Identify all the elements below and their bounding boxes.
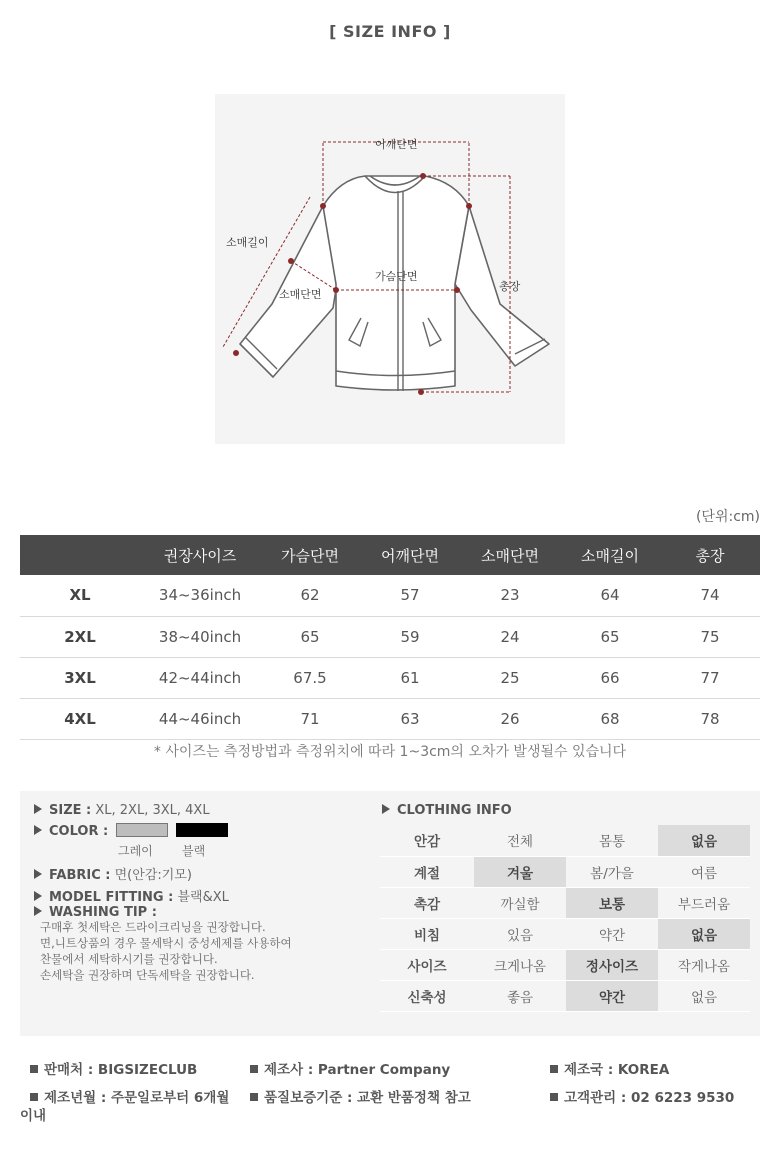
clothing-info-row (380, 887, 750, 918)
clothing-info-option: 약간 (566, 918, 658, 949)
bullet-triangle-icon (34, 869, 42, 879)
table-cell: 25 (460, 657, 560, 698)
footer-country-text: 제조국 : KOREA (564, 1062, 670, 1078)
table-cell: 71 (260, 698, 360, 739)
header-cell: 총장 (660, 535, 760, 575)
table-cell: 61 (360, 657, 460, 698)
table-cell: 64 (560, 575, 660, 616)
clothing-info-table (380, 825, 750, 1012)
size-cell: 4XL (20, 698, 140, 739)
washing-line: 손세탁을 권장하며 단독세탁을 권장합니다. (40, 968, 255, 982)
model-spec-value: 블랙&XL (177, 890, 229, 905)
product-info-panel (20, 791, 760, 1036)
washing-tips (40, 919, 292, 983)
footer-warranty-text: 품질보증기준 : 교환 반품정책 참고 (264, 1090, 471, 1106)
clothing-info-option-selected: 정사이즈 (566, 949, 658, 980)
black-swatch (176, 823, 228, 837)
clothing-info-option: 몸통 (566, 825, 658, 856)
table-cell: 57 (360, 575, 460, 616)
clothing-info-option-selected: 겨울 (474, 856, 566, 887)
footer-seller (30, 1058, 197, 1078)
table-cell: 42~44inch (140, 657, 260, 698)
color-name-gray: 그레이 (118, 844, 153, 858)
washing-line: 찬물에서 세탁하시기를 권장합니다. (40, 952, 218, 966)
size-diagram (215, 94, 565, 444)
table-cell: 65 (260, 616, 360, 657)
clothing-info-option: 없음 (658, 980, 750, 1011)
table-cell: 63 (360, 698, 460, 739)
size-spec-value: XL, 2XL, 3XL, 4XL (95, 803, 210, 818)
header-cell: 권장사이즈 (140, 535, 260, 575)
bullet-triangle-icon (34, 825, 42, 835)
clothing-info-option: 부드러움 (658, 887, 750, 918)
square-bullet-icon (30, 1093, 38, 1101)
clothing-info-option: 봄/가을 (566, 856, 658, 887)
footer-cs-text: 고객관리 : 02 6223 9530 (564, 1090, 735, 1106)
bullet-triangle-icon (34, 906, 42, 916)
table-cell: 75 (660, 616, 760, 657)
table-cell: 59 (360, 616, 460, 657)
header-cell: 가슴단면 (260, 535, 360, 575)
size-spec (34, 803, 210, 818)
table-cell: 34~36inch (140, 575, 260, 616)
clothing-info-label: 안감 (380, 825, 474, 856)
footer-warranty (250, 1086, 471, 1106)
footer-maker (250, 1058, 450, 1078)
color-spec (34, 823, 232, 839)
color-spec-label: COLOR : (49, 824, 109, 839)
clothing-info-option-selected: 보통 (566, 887, 658, 918)
table-cell: 68 (560, 698, 660, 739)
clothing-info-option: 전체 (474, 825, 566, 856)
clothing-info-option: 여름 (658, 856, 750, 887)
clothing-info-label: 사이즈 (380, 949, 474, 980)
clothing-info-row (380, 918, 750, 949)
page-title: [ SIZE INFO ] (329, 22, 451, 41)
clothing-info-title (382, 803, 512, 818)
model-spec (34, 886, 229, 905)
header-cell: 소매길이 (560, 535, 660, 575)
clothing-info-option: 까실함 (474, 887, 566, 918)
table-row (20, 698, 760, 739)
clothing-info-row (380, 949, 750, 980)
fabric-spec (34, 864, 192, 883)
clothing-info-option: 있음 (474, 918, 566, 949)
table-cell: 77 (660, 657, 760, 698)
clothing-info-option-selected: 약간 (566, 980, 658, 1011)
footer-seller-text: 판매처 : BIGSIZECLUB (44, 1062, 198, 1078)
bullet-triangle-icon (34, 891, 42, 901)
washing-spec (34, 905, 157, 920)
shoulder-label: 어깨단면 (375, 138, 418, 151)
gray-swatch (116, 823, 168, 837)
table-cell: 66 (560, 657, 660, 698)
table-cell: 74 (660, 575, 760, 616)
washing-line: 구매후 첫세탁은 드라이크리닝을 권장합니다. (40, 920, 266, 934)
size-spec-label: SIZE : (49, 803, 92, 818)
color-name-black: 블랙 (182, 844, 206, 858)
square-bullet-icon (250, 1093, 258, 1101)
clothing-info-title-text: CLOTHING INFO (397, 803, 512, 818)
clothing-info-option-selected: 없음 (658, 918, 750, 949)
table-cell: 26 (460, 698, 560, 739)
washing-line: 면,니트상품의 경우 물세탁시 중성세제를 사용하여 (40, 936, 292, 950)
square-bullet-icon (250, 1065, 258, 1073)
footer-maker-text: 제조사 : Partner Company (264, 1062, 451, 1078)
footer-cs (550, 1086, 734, 1106)
washing-spec-label: WASHING TIP : (49, 905, 157, 920)
square-bullet-icon (30, 1065, 38, 1073)
clothing-info-option: 크게나옴 (474, 949, 566, 980)
table-row (20, 575, 760, 616)
measurement-note: * 사이즈는 측정방법과 측정위치에 따라 1~3cm의 오차가 발생될수 있습니다 (153, 744, 627, 760)
unit-label: (단위:cm) (695, 509, 760, 525)
table-cell: 62 (260, 575, 360, 616)
size-table (20, 535, 760, 740)
table-cell: 23 (460, 575, 560, 616)
footer-date (30, 1086, 229, 1106)
header-cell: 어깨단면 (360, 535, 460, 575)
sleeve-width-label: 소매단면 (279, 288, 322, 301)
clothing-info-label: 비침 (380, 918, 474, 949)
table-cell: 65 (560, 616, 660, 657)
header-cell: 소매단면 (460, 535, 560, 575)
footer-date-text: 제조년월 : 주문일로부터 6개월 (44, 1090, 230, 1106)
fabric-spec-value: 면(안감:기모) (114, 868, 192, 883)
clothing-info-label: 계절 (380, 856, 474, 887)
clothing-info-row (380, 856, 750, 887)
footer-date-cont: 이내 (20, 1108, 47, 1124)
table-cell: 44~46inch (140, 698, 260, 739)
clothing-info-row (380, 980, 750, 1011)
footer-country (550, 1058, 669, 1078)
table-cell: 67.5 (260, 657, 360, 698)
table-cell: 38~40inch (140, 616, 260, 657)
chest-label: 가슴단면 (375, 270, 418, 283)
sleeve-length-label: 소매길이 (226, 236, 269, 249)
clothing-info-row (380, 825, 750, 856)
total-length-label: 총장 (499, 280, 521, 293)
model-spec-label: MODEL FITTING : (49, 890, 174, 905)
size-cell: XL (20, 575, 140, 616)
size-table-header (20, 535, 760, 575)
size-cell: 2XL (20, 616, 140, 657)
size-cell: 3XL (20, 657, 140, 698)
table-cell: 78 (660, 698, 760, 739)
clothing-info-label: 촉감 (380, 887, 474, 918)
clothing-info-label: 신축성 (380, 980, 474, 1011)
square-bullet-icon (550, 1065, 558, 1073)
bullet-triangle-icon (382, 804, 390, 814)
table-cell: 24 (460, 616, 560, 657)
square-bullet-icon (550, 1093, 558, 1101)
table-row (20, 657, 760, 698)
bullet-triangle-icon (34, 804, 42, 814)
clothing-info-option: 좋음 (474, 980, 566, 1011)
clothing-info-option: 작게나옴 (658, 949, 750, 980)
fabric-spec-label: FABRIC : (49, 868, 111, 883)
clothing-info-option-selected: 없음 (658, 825, 750, 856)
header-cell (20, 535, 140, 575)
table-row (20, 616, 760, 657)
